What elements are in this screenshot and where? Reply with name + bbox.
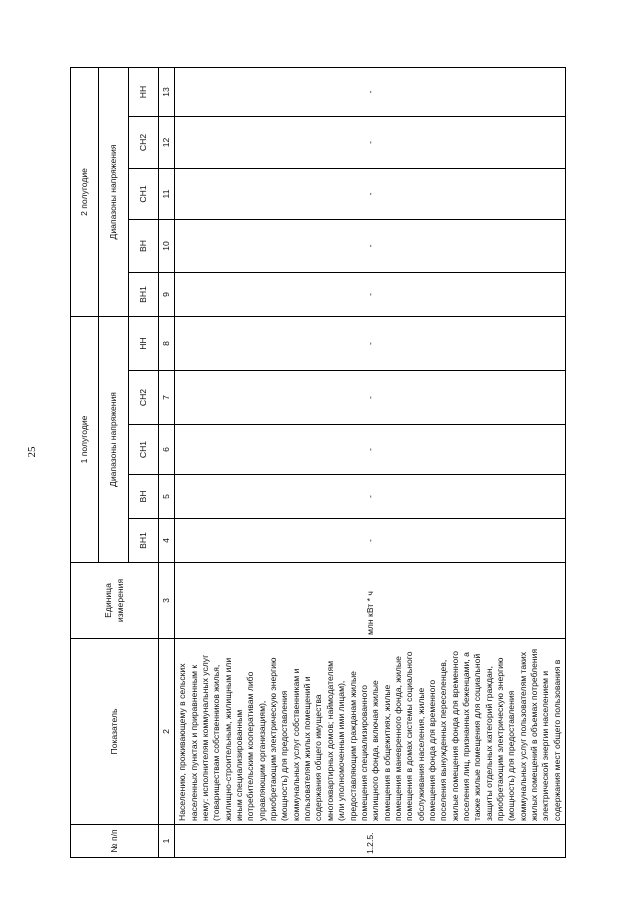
column-number-row [159,67,175,857]
value-cell: - [175,371,566,425]
row-description: Населению, проживающему в сельских населенных пунктах и приравненным к нему: исполнителям коммунальных услуг (товариществам собственников жилья, жилищно-строительным, жилищным или иным специализированным потребительским кооперативам либо управляющим организациям), приобретающим электрическую энергию (мощность) для предоставления коммунальных услуг собственникам и пользователям жилых помещений и содержания общего имущества многоквартирных домов; наймодателям (или уполномоченным ими лицам), предоставляющим гражданам жилые помещения специализированного жилищного фонда, включая жилые помещения в общежитиях, жилые помещения маневренного фонда, жилые помещения в домах системы социального обслуживания населения, жилые помещения фонда для временного поселения вынужденных переселенцев, жилые помещения фонда для временного поселения лиц, признанных беженцами, а также жилые помещения для социальной защиты отдельных категорий граждан, приобретающим электрическую энергию (мощность) для предоставления коммунальных услуг пользователям таких жилых помещений в объемах потребления электрической энергии населением и содержания мест общего пользования в [175,639,566,825]
value-cell: - [175,67,566,116]
column-number: 13 [159,67,175,116]
header-num: № п/п [71,825,159,858]
value-cell: - [175,272,566,316]
column-number: 10 [159,219,175,272]
voltage-header: ВН1 [129,519,159,563]
column-number: 6 [159,425,175,475]
column-number: 8 [159,316,175,370]
row-unit: млн кВт * ч [175,563,566,639]
value-cell: - [175,116,566,168]
value-cell: - [175,316,566,370]
voltage-header: СН1 [129,168,159,219]
value-cell: - [175,168,566,219]
tariff-table [70,67,566,858]
table-row [175,67,566,857]
voltage-header: ВН [129,219,159,272]
header-half2: 2 полугодие [71,67,99,316]
voltage-header: НН [129,316,159,370]
header-unit: Единица измерения [71,563,159,639]
value-cell: - [175,475,566,519]
voltage-header: НН [129,67,159,116]
voltage-header: ВН [129,475,159,519]
value-cell: - [175,219,566,272]
header-ranges-half2: Диапазоны напряжения [99,67,129,316]
header-half1: 1 полугодие [71,316,99,562]
column-number: 7 [159,371,175,425]
column-number: 3 [159,563,175,639]
header-ranges-half1: Диапазоны напряжения [99,316,129,562]
column-number: 11 [159,168,175,219]
column-number: 4 [159,519,175,563]
column-number: 5 [159,475,175,519]
rotated-table-container [70,68,562,858]
voltage-header: СН1 [129,425,159,475]
value-cell: - [175,519,566,563]
column-number: 12 [159,116,175,168]
voltage-header: ВН1 [129,272,159,316]
header-indicator: Показатель [71,639,159,825]
value-cell: - [175,425,566,475]
column-number: 2 [159,639,175,825]
column-number: 9 [159,272,175,316]
column-number: 1 [159,825,175,858]
row-number: 1.2.5. [175,825,566,858]
page-number: 25 [26,446,38,458]
voltage-header: СН2 [129,116,159,168]
voltage-header: СН2 [129,371,159,425]
